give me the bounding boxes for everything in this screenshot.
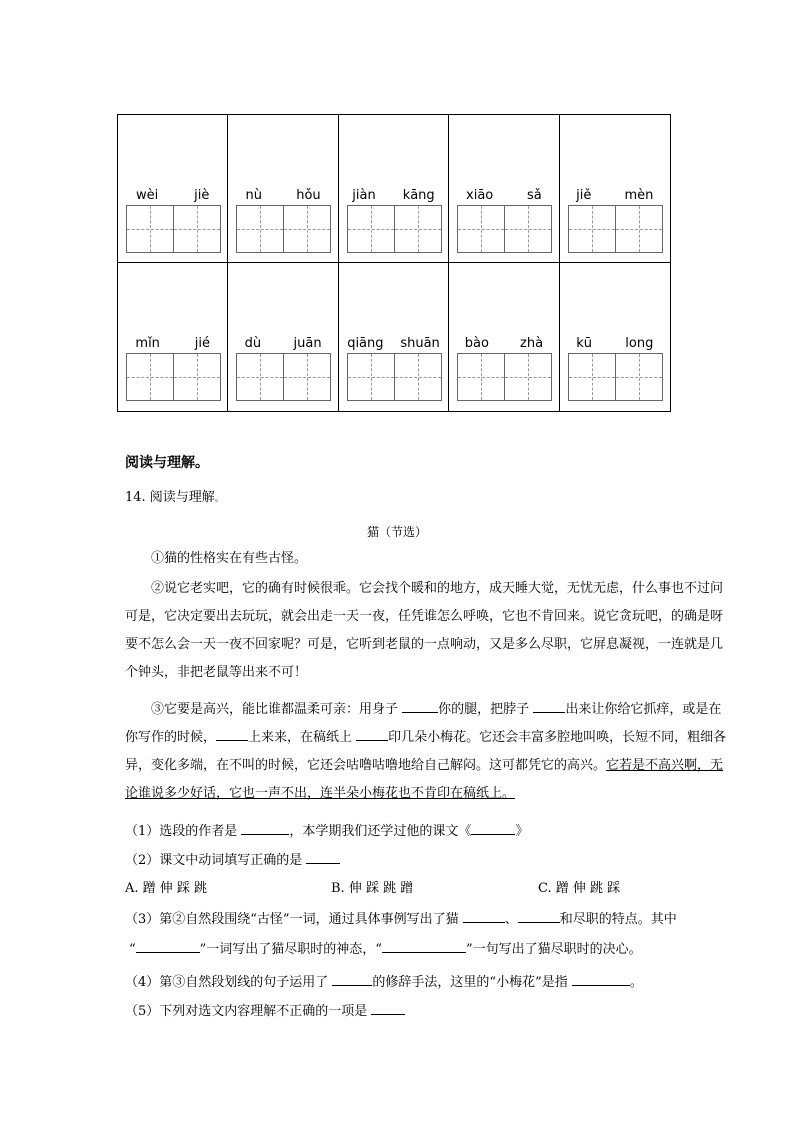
character-writing-box[interactable] xyxy=(616,205,663,253)
character-boxes xyxy=(568,205,663,253)
character-writing-box[interactable] xyxy=(284,205,331,253)
blank-verb-4[interactable] xyxy=(356,740,388,741)
pinyin-syllable: mǐn xyxy=(135,336,160,351)
character-boxes xyxy=(347,353,442,401)
blank-meaning[interactable] xyxy=(572,985,630,986)
question-5: （5）下列对选文内容理解不正确的一项是 xyxy=(125,1000,405,1019)
question-14-label: 14. 阅读与理解。 xyxy=(125,490,224,505)
character-writing-box[interactable] xyxy=(347,353,395,401)
pinyin-syllable: kāng xyxy=(402,188,435,203)
pinyin-cell xyxy=(449,263,559,411)
pinyin-cell xyxy=(118,115,228,263)
character-writing-box[interactable] xyxy=(505,205,552,253)
character-writing-box[interactable] xyxy=(457,205,505,253)
pinyin-syllable: jiě xyxy=(576,188,592,203)
pinyin-row xyxy=(449,336,558,351)
pinyin-cell xyxy=(560,263,670,411)
pinyin-syllable: kū xyxy=(576,336,593,351)
pinyin-syllable: long xyxy=(625,336,654,351)
pinyin-row xyxy=(560,188,670,203)
character-writing-box[interactable] xyxy=(347,205,395,253)
pinyin-row xyxy=(560,336,670,351)
character-boxes xyxy=(347,205,442,253)
pinyin-row xyxy=(339,188,448,203)
pinyin-row xyxy=(228,188,337,203)
character-boxes xyxy=(457,353,552,401)
passage-paragraph-2: ②说它老实吧，它的确有时候很乖。它会找个暖和的地方，成天睡大觉，无忧无虑，什么事也不过问 可是，它决定要出去玩玩，就会出走一天一夜，任凭谁怎么呼唤，它也不肯回来。说它贪玩吧，的确是呀 要不怎么会一天一夜不回家呢？可是，它听到老鼠的一点响动，又是多么尽职，它屏息凝视，一连就是几 个钟头，非把老鼠等出来不可！ xyxy=(125,581,724,680)
option-a[interactable]: A. 蹭 伸 踩 跳 xyxy=(125,881,208,896)
character-boxes xyxy=(236,205,331,253)
pinyin-syllable: mèn xyxy=(624,188,654,203)
pinyin-syllable: jié xyxy=(194,336,210,351)
character-boxes xyxy=(457,205,552,253)
pinyin-row xyxy=(118,336,227,351)
section-heading: 阅读与理解。 xyxy=(125,455,209,471)
option-c[interactable]: C. 蹭 伸 跳 踩 xyxy=(538,881,621,896)
option-b[interactable]: B. 伸 踩 跳 蹭 xyxy=(331,881,414,896)
blank-answer-q2[interactable] xyxy=(306,863,340,864)
question-3: （3）第②自然段围绕“古怪”一词，通过具体事例写出了猫 、 和尽职的特点。其中 xyxy=(125,912,677,927)
character-writing-box[interactable] xyxy=(126,353,174,401)
blank-trait-1[interactable] xyxy=(463,922,505,923)
pinyin-syllable: qiāng xyxy=(347,336,384,351)
blank-rhetoric[interactable] xyxy=(332,985,372,986)
pinyin-syllable: bào xyxy=(464,336,489,351)
pinyin-syllable: zhà xyxy=(520,336,544,351)
pinyin-cell xyxy=(449,115,559,263)
character-writing-box[interactable] xyxy=(505,353,552,401)
character-writing-box[interactable] xyxy=(457,353,505,401)
character-writing-box[interactable] xyxy=(395,205,442,253)
character-writing-box[interactable] xyxy=(568,205,616,253)
pinyin-syllable: wèi xyxy=(135,188,159,203)
blank-author[interactable] xyxy=(241,834,289,835)
character-writing-box[interactable] xyxy=(174,205,221,253)
pinyin-grid xyxy=(117,114,671,412)
pinyin-syllable: dù xyxy=(244,336,262,351)
pinyin-row xyxy=(118,188,227,203)
blank-answer-q5[interactable] xyxy=(371,1014,405,1015)
blank-verb-2[interactable] xyxy=(533,712,565,713)
blank-sentence[interactable] xyxy=(382,952,466,953)
pinyin-cell xyxy=(339,115,449,263)
pinyin-syllable: juān xyxy=(293,336,322,351)
question-3-line-2: “ ”一词写出了猫尽职时的神态，“ ”一句写出了猫尽职时的决心。 xyxy=(129,942,642,957)
pinyin-row xyxy=(339,336,448,351)
pinyin-row xyxy=(449,188,558,203)
passage-paragraph-1: ①猫的性格实在有些古怪。 xyxy=(151,551,308,566)
pinyin-syllable: jiè xyxy=(194,188,210,203)
pinyin-syllable: jiàn xyxy=(352,188,376,203)
blank-trait-2[interactable] xyxy=(518,922,560,923)
pinyin-syllable: shuān xyxy=(400,336,440,351)
character-writing-box[interactable] xyxy=(174,353,221,401)
pinyin-syllable: xiāo xyxy=(466,188,494,203)
blank-word[interactable] xyxy=(136,952,200,953)
character-boxes xyxy=(236,353,331,401)
blank-verb-1[interactable] xyxy=(402,712,438,713)
pinyin-cell xyxy=(228,263,338,411)
passage-paragraph-3: ③它要是高兴，能比谁都温柔可亲：用身子 你的腿，把脖子 出来让你给它抓痒，或是在 你写作的时候， 上来来，在稿纸上 印几朵小梅花。它还会丰富多腔地叫唤，长短不同，粗细各 异，变化多端，在不叫的时候，它还会咕噜咕噜地给自己解闷。这可都凭它的高兴。它若是不高兴啊，无 论谁说多少好话，它也一声不出，连半朵小梅花也不肯印在稿纸上。 xyxy=(125,702,727,801)
blank-verb-3[interactable] xyxy=(216,740,248,741)
character-boxes xyxy=(126,353,221,401)
pinyin-syllable: nù xyxy=(245,188,262,203)
question-1: （1）选段的作者是 ，本学期我们还学过他的课文《 》 xyxy=(125,824,529,839)
character-writing-box[interactable] xyxy=(284,353,331,401)
character-writing-box[interactable] xyxy=(236,205,284,253)
pinyin-cell xyxy=(228,115,338,263)
pinyin-syllable: sǎ xyxy=(526,188,542,203)
character-writing-box[interactable] xyxy=(126,205,174,253)
blank-lesson[interactable] xyxy=(471,834,515,835)
character-writing-box[interactable] xyxy=(395,353,442,401)
pinyin-syllable: hǒu xyxy=(296,188,321,203)
question-4: （4）第③自然段划线的句子运用了 的修辞手法，这里的“小梅花”是指 。 xyxy=(125,975,643,990)
question-2: （2）课文中动词填写正确的是 xyxy=(125,849,340,868)
pinyin-cell xyxy=(560,115,670,263)
passage-title: 猫（节选） xyxy=(366,525,427,539)
pinyin-row xyxy=(228,336,337,351)
character-boxes xyxy=(568,353,663,401)
character-writing-box[interactable] xyxy=(236,353,284,401)
character-writing-box[interactable] xyxy=(568,353,616,401)
character-writing-box[interactable] xyxy=(616,353,663,401)
character-boxes xyxy=(126,205,221,253)
pinyin-cell xyxy=(118,263,228,411)
pinyin-cell xyxy=(339,263,449,411)
